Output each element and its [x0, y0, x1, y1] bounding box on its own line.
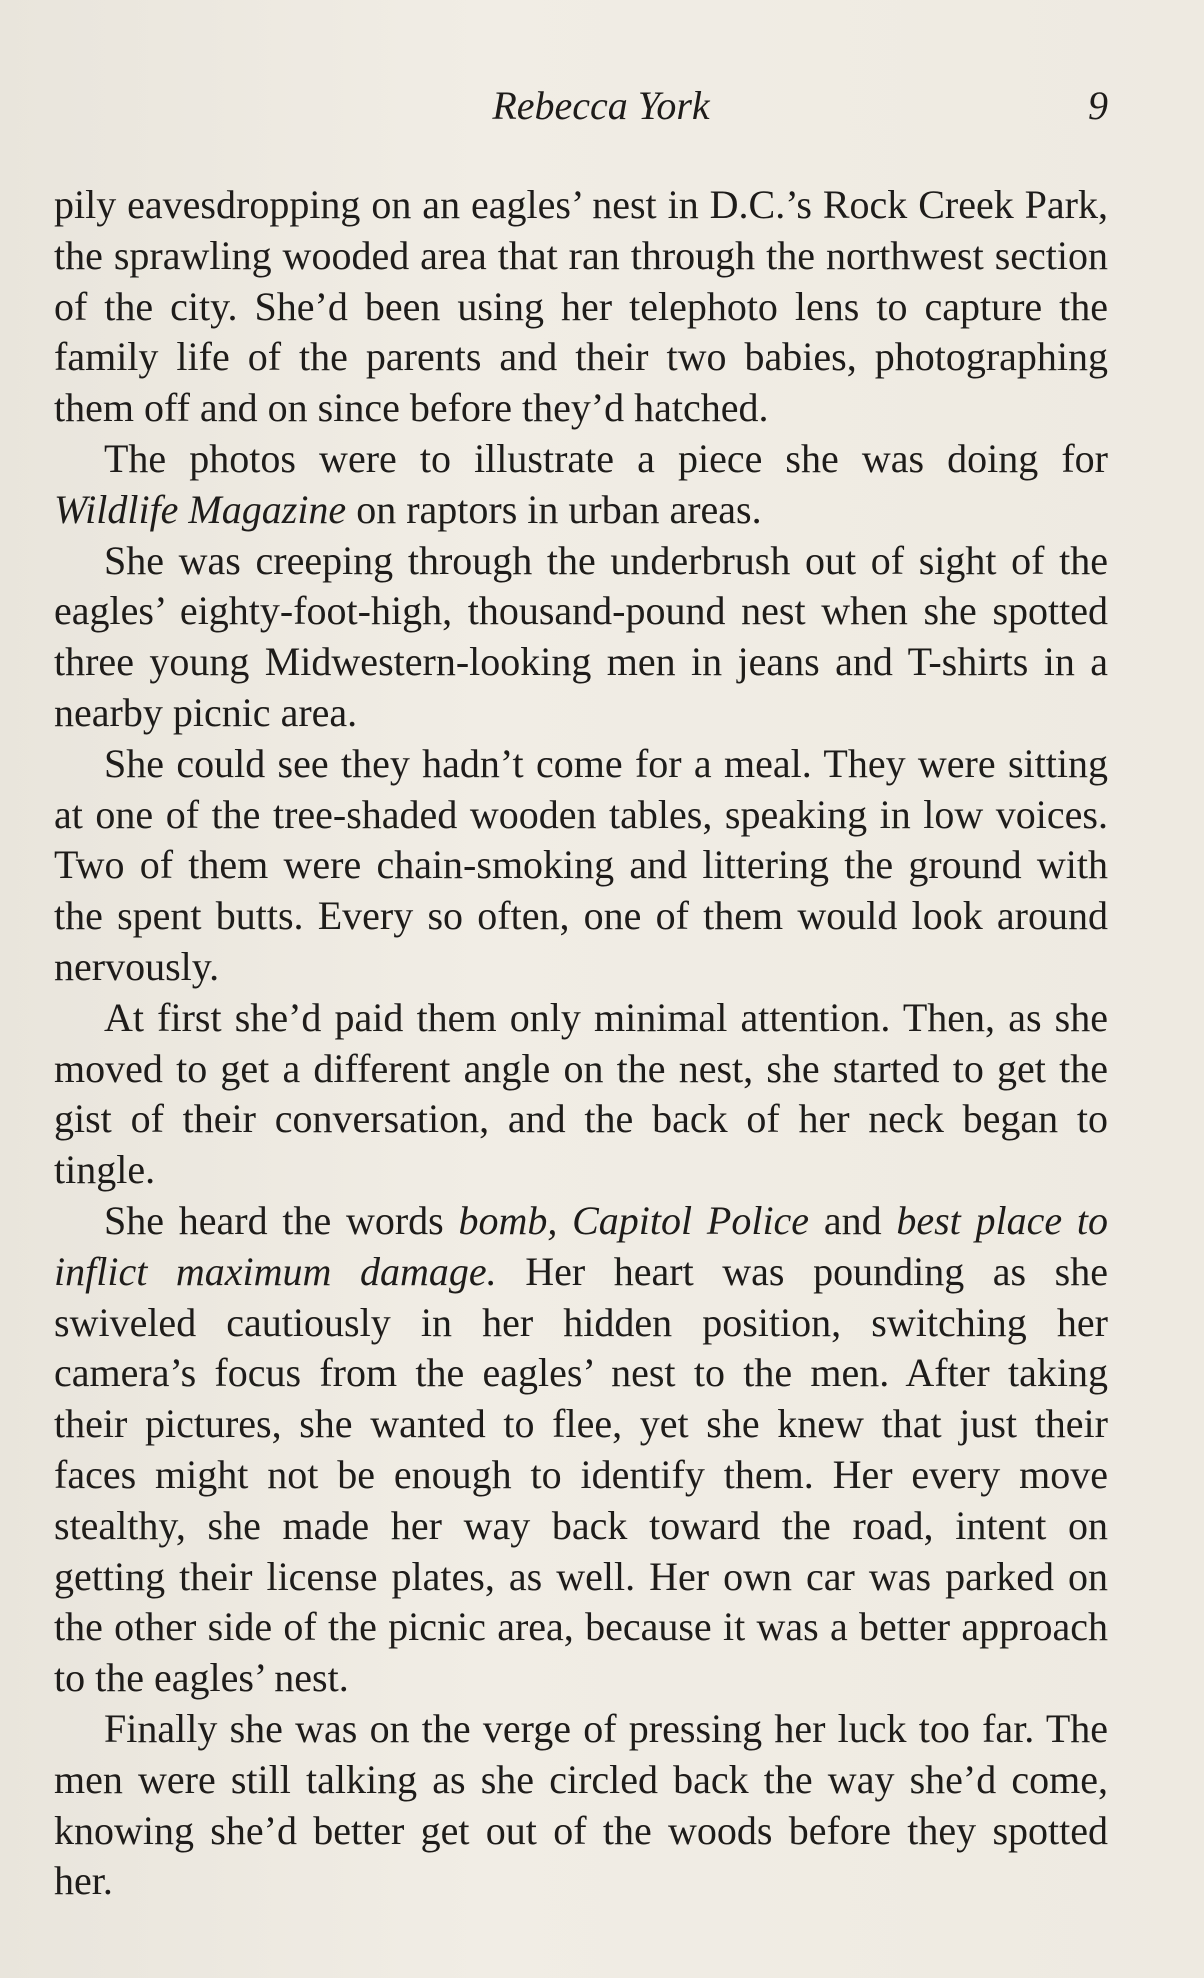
text-segment: She could see they hadn’t come for a meal. They were sitting at one of the tree-shaded wooden tables, speaking in low voices. Two of them were chain-smoking and littering the ground with the spent butts. Every so often, one of them would look around nervously. — [54, 740, 1108, 989]
text-segment: She was creeping through the underbrush out of sight of the eagles’ eighty-foot-high, thousand-pound nest when she spotted three young Midwestern-looking men in jeans and T-shirts in a nearby picnic area. — [54, 537, 1108, 735]
text-segment: and — [809, 1197, 897, 1243]
page-number: 9 — [1088, 83, 1108, 128]
italic-text: best place to inflict maximum damage. — [54, 1197, 1108, 1294]
italic-text: bomb, Capitol Police — [458, 1197, 810, 1243]
paragraph — [54, 993, 1108, 1196]
text-segment: She heard the words — [104, 1197, 459, 1243]
paragraph — [54, 180, 1108, 434]
text-segment: At first she’d paid them only minimal attention. Then, as she moved to get a different angle on the nest, she started to get the gist of their conversation, and the back of her neck began to tingle. — [54, 994, 1108, 1193]
paragraph — [54, 739, 1108, 993]
text-segment: pily eavesdropping on an eagles’ nest in D.C.’s Rock Creek Park, the sprawling wooded area that ran through the northwest section of the city. She’d been using her telephoto lens to capture the family life of the parents and their two babies, photographing them off and on since before they’d hatched. — [54, 182, 1108, 431]
paragraph — [54, 536, 1108, 739]
paragraph — [54, 434, 1108, 536]
text-segment: The photos were to illustrate a piece she was doing for — [104, 435, 1108, 481]
paragraph — [54, 1704, 1108, 1907]
text-segment: on raptors in urban areas. — [346, 486, 762, 532]
italic-text: Wildlife Magazine — [54, 486, 347, 532]
text-segment: Her heart was pounding as she swiveled cautiously in her hidden position, switching her camera’s focus from the eagles’ nest to the men. After taking their pictures, she wanted to flee, yet she knew that just their faces might not be enough to identify them. Her every move stealthy, she made her way back toward the road, intent on getting their license plates, as well. Her own car was parked on the other side of the picnic area, because it was a better approach to the eagles’ nest. — [54, 1248, 1108, 1701]
running-head: Rebecca York — [492, 83, 710, 128]
paragraph — [54, 1196, 1108, 1704]
page-header — [54, 82, 1108, 132]
body-text — [54, 180, 1108, 1907]
text-segment: Finally she was on the verge of pressing her luck too far. The men were still talking as she circled back the way she’d come, knowing she’d better get out of the woods before they spotted her. — [54, 1705, 1108, 1904]
